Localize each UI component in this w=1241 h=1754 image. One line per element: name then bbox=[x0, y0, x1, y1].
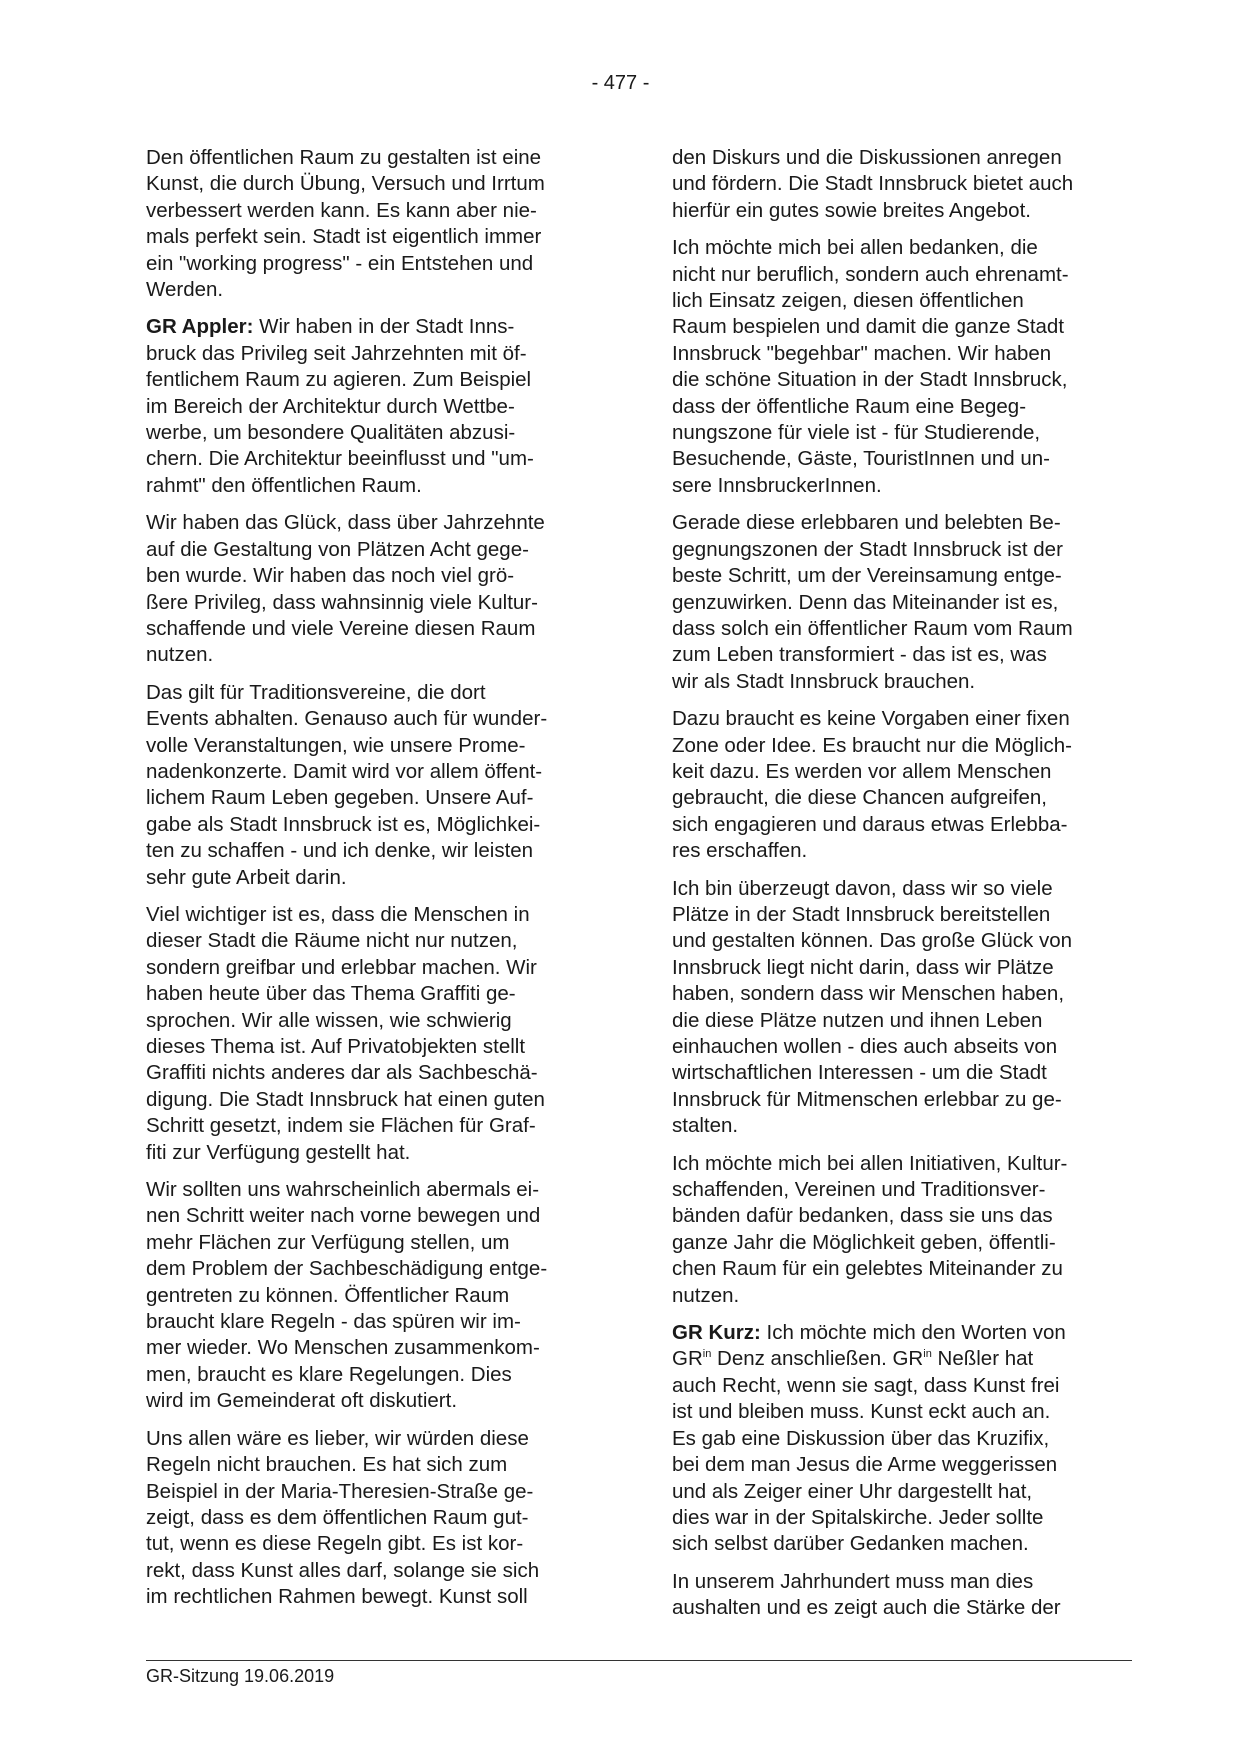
paragraph: In unserem Jahrhundert muss man dies aushalten und es zeigt auch die Stärke der bbox=[672, 1569, 1061, 1620]
paragraph: Dazu braucht es keine Vorgaben einer fixen Zone oder Idee. Es braucht nur die Möglich- keit dazu. Es werden vor allem Menschen gebraucht, die diese Chancen aufgreifen, sich engagieren und daraus etwas Erlebba- res erschaffen. bbox=[672, 707, 1072, 863]
page-number: - 477 - bbox=[591, 72, 650, 94]
footer-session-date: GR-Sitzung 19.06.2019 bbox=[146, 1666, 335, 1686]
paragraph: Wir haben das Glück, dass über Jahrzehnte auf die Gestaltung von Plätzen Acht gege- ben wurde. Wir haben das noch viel grö- ßere Privileg, dass wahnsinnig viele Kultur- schaffende und viele Vereine diesen Raum nutzen. bbox=[146, 511, 545, 667]
paragraph: Das gilt für Traditionsvereine, die dort Events abhalten. Genauso auch für wunder- volle Veranstaltungen, wie unsere Prome- nadenkonzerte. Damit wird vor allem öffent- lichem Raum Leben gegeben. Unsere Auf- gabe als Stadt Innsbruck ist es, Möglichkei- ten zu schaffen - und ich denke, wir leisten sehr gute Arbeit darin. bbox=[146, 680, 548, 889]
paragraph-speaker-kurz bbox=[672, 1320, 1132, 1558]
paragraph: Wir sollten uns wahrscheinlich abermals ei- nen Schritt weiter nach vorne bewegen und mehr Flächen zur Verfügung stellen, um dem Problem der Sachbeschädigung entge- gentreten zu können. Öffentlicher Raum braucht klare Regeln - das spüren wir im- mer wieder. Wo Menschen zusammenkom- men, braucht es klare Regelungen. Dies wird im Gemeinderat oft diskutiert. bbox=[146, 1178, 548, 1413]
paragraph-speaker-appler bbox=[146, 314, 601, 499]
paragraph: Viel wichtiger ist es, dass die Menschen in dieser Stadt die Räume nicht nur nutzen, sondern greifbar und erlebbar machen. Wir haben heute über das Thema Graffiti ge- sprochen. Wir alle wissen, wie schwierig dieses Thema ist. Auf Privatobjekten stellt Graffiti nichts anderes dar als Sachbeschä- digung. Die Stadt Innsbruck hat einen guten Schritt gesetzt, indem sie Flächen für Graf- fiti zur Verfügung gestellt hat. bbox=[146, 902, 545, 1164]
paragraph: Ich möchte mich bei allen Initiativen, Kultur- schaffenden, Vereinen und Traditionsver- bänden dafür bedanken, dass sie uns das ganze Jahr die Möglichkeit geben, öffentli- chen Raum für ein gelebtes Miteinander zu nutzen. bbox=[672, 1151, 1068, 1307]
paragraph: Den öffentlichen Raum zu gestalten ist eine Kunst, die durch Übung, Versuch und Irrtum verbessert werden kann. Es kann aber nie- mals perfekt sein. Stadt ist eigentlich immer ein "working progress" - ein Entstehen und Werden. bbox=[146, 146, 545, 302]
superscript: in bbox=[702, 1348, 712, 1361]
paragraph: den Diskurs und die Diskussionen anregen und fördern. Die Stadt Innsbruck bietet auch hierfür ein gutes sowie breites Angebot. bbox=[672, 146, 1074, 222]
speech-text: Neßler hat auch Recht, wenn sie sagt, dass Kunst frei ist und bleiben muss. Kunst eckt auch an. Es gab eine Diskussion über das Kruzifix, bei dem man Jesus die Arme weggerissen und als Zeiger einer Uhr dargestellt hat, dies war in der Spitalskirche. Jeder sollte sich selbst darüber Gedanken machen. bbox=[672, 1347, 1060, 1556]
paragraph: Uns allen wäre es lieber, wir würden diese Regeln nicht brauchen. Es hat sich zum Beispiel in der Maria-Theresien-Straße ge- zeigt, dass es dem öffentlichen Raum gut- tut, wenn es diese Regeln gibt. Es ist kor- rekt, dass Kunst alles darf, solange sie sich im rechtlichen Rahmen bewegt. Kunst soll bbox=[146, 1426, 540, 1609]
speech-text: Wir haben in der Stadt Inns- bruck das Privileg seit Jahrzehnten mit öf- fentlichem Raum zu agieren. Zum Beispiel im Bereich der Architektur durch Wettbe- werbe, um besondere Qualitäten abzusi- chern. Die Architektur beeinflusst und "um- rahmt" den öffentlichen Raum. bbox=[146, 315, 534, 497]
superscript: in bbox=[923, 1348, 932, 1361]
paragraph: Ich bin überzeugt davon, dass wir so viele Plätze in der Stadt Innsbruck bereitstellen und gestalten können. Das große Glück von Innsbruck liegt nicht darin, dass wir Plätze haben, sondern dass wir Menschen haben, die diese Plätze nutzen und ihnen Leben einhauchen wollen - dies auch abseits von wirtschaftlichen Interessen - um die Stadt Innsbruck für Mitmenschen erlebbar zu ge- stalten. bbox=[672, 876, 1072, 1138]
left-column bbox=[146, 145, 601, 1622]
right-column bbox=[672, 145, 1132, 1633]
speaker-name: GR Appler: bbox=[146, 315, 254, 339]
paragraph: Gerade diese erlebbaren und belebten Be- gegnungszonen der Stadt Innsbruck ist der beste Schritt, um der Vereinsamung entge- genzuwirken. Denn das Miteinander ist es, dass solch ein öffentlicher Raum vom Raum zum Leben transformiert - das ist es, was wir als Stadt Innsbruck brauchen. bbox=[672, 511, 1073, 693]
paragraph: Ich möchte mich bei allen bedanken, die nicht nur beruflich, sondern auch ehrenamt- lich Einsatz zeigen, diesen öffentlichen Raum bespielen und damit die ganze Stadt Innsbruck "begehbar" machen. Wir haben die schöne Situation in der Stadt Innsbruck, dass der öffentliche Raum eine Begeg- nungszone für viele ist - für Studierende, Besuchende, Gäste, TouristInnen und un- sere InnsbruckerInnen. bbox=[672, 236, 1069, 497]
footer-divider bbox=[146, 1660, 1132, 1661]
speaker-name: GR Kurz: bbox=[672, 1321, 761, 1345]
speech-text: Denz anschließen. GR bbox=[711, 1347, 924, 1371]
speech-text: Ich möchte mich den Worten von GR bbox=[672, 1321, 1066, 1371]
